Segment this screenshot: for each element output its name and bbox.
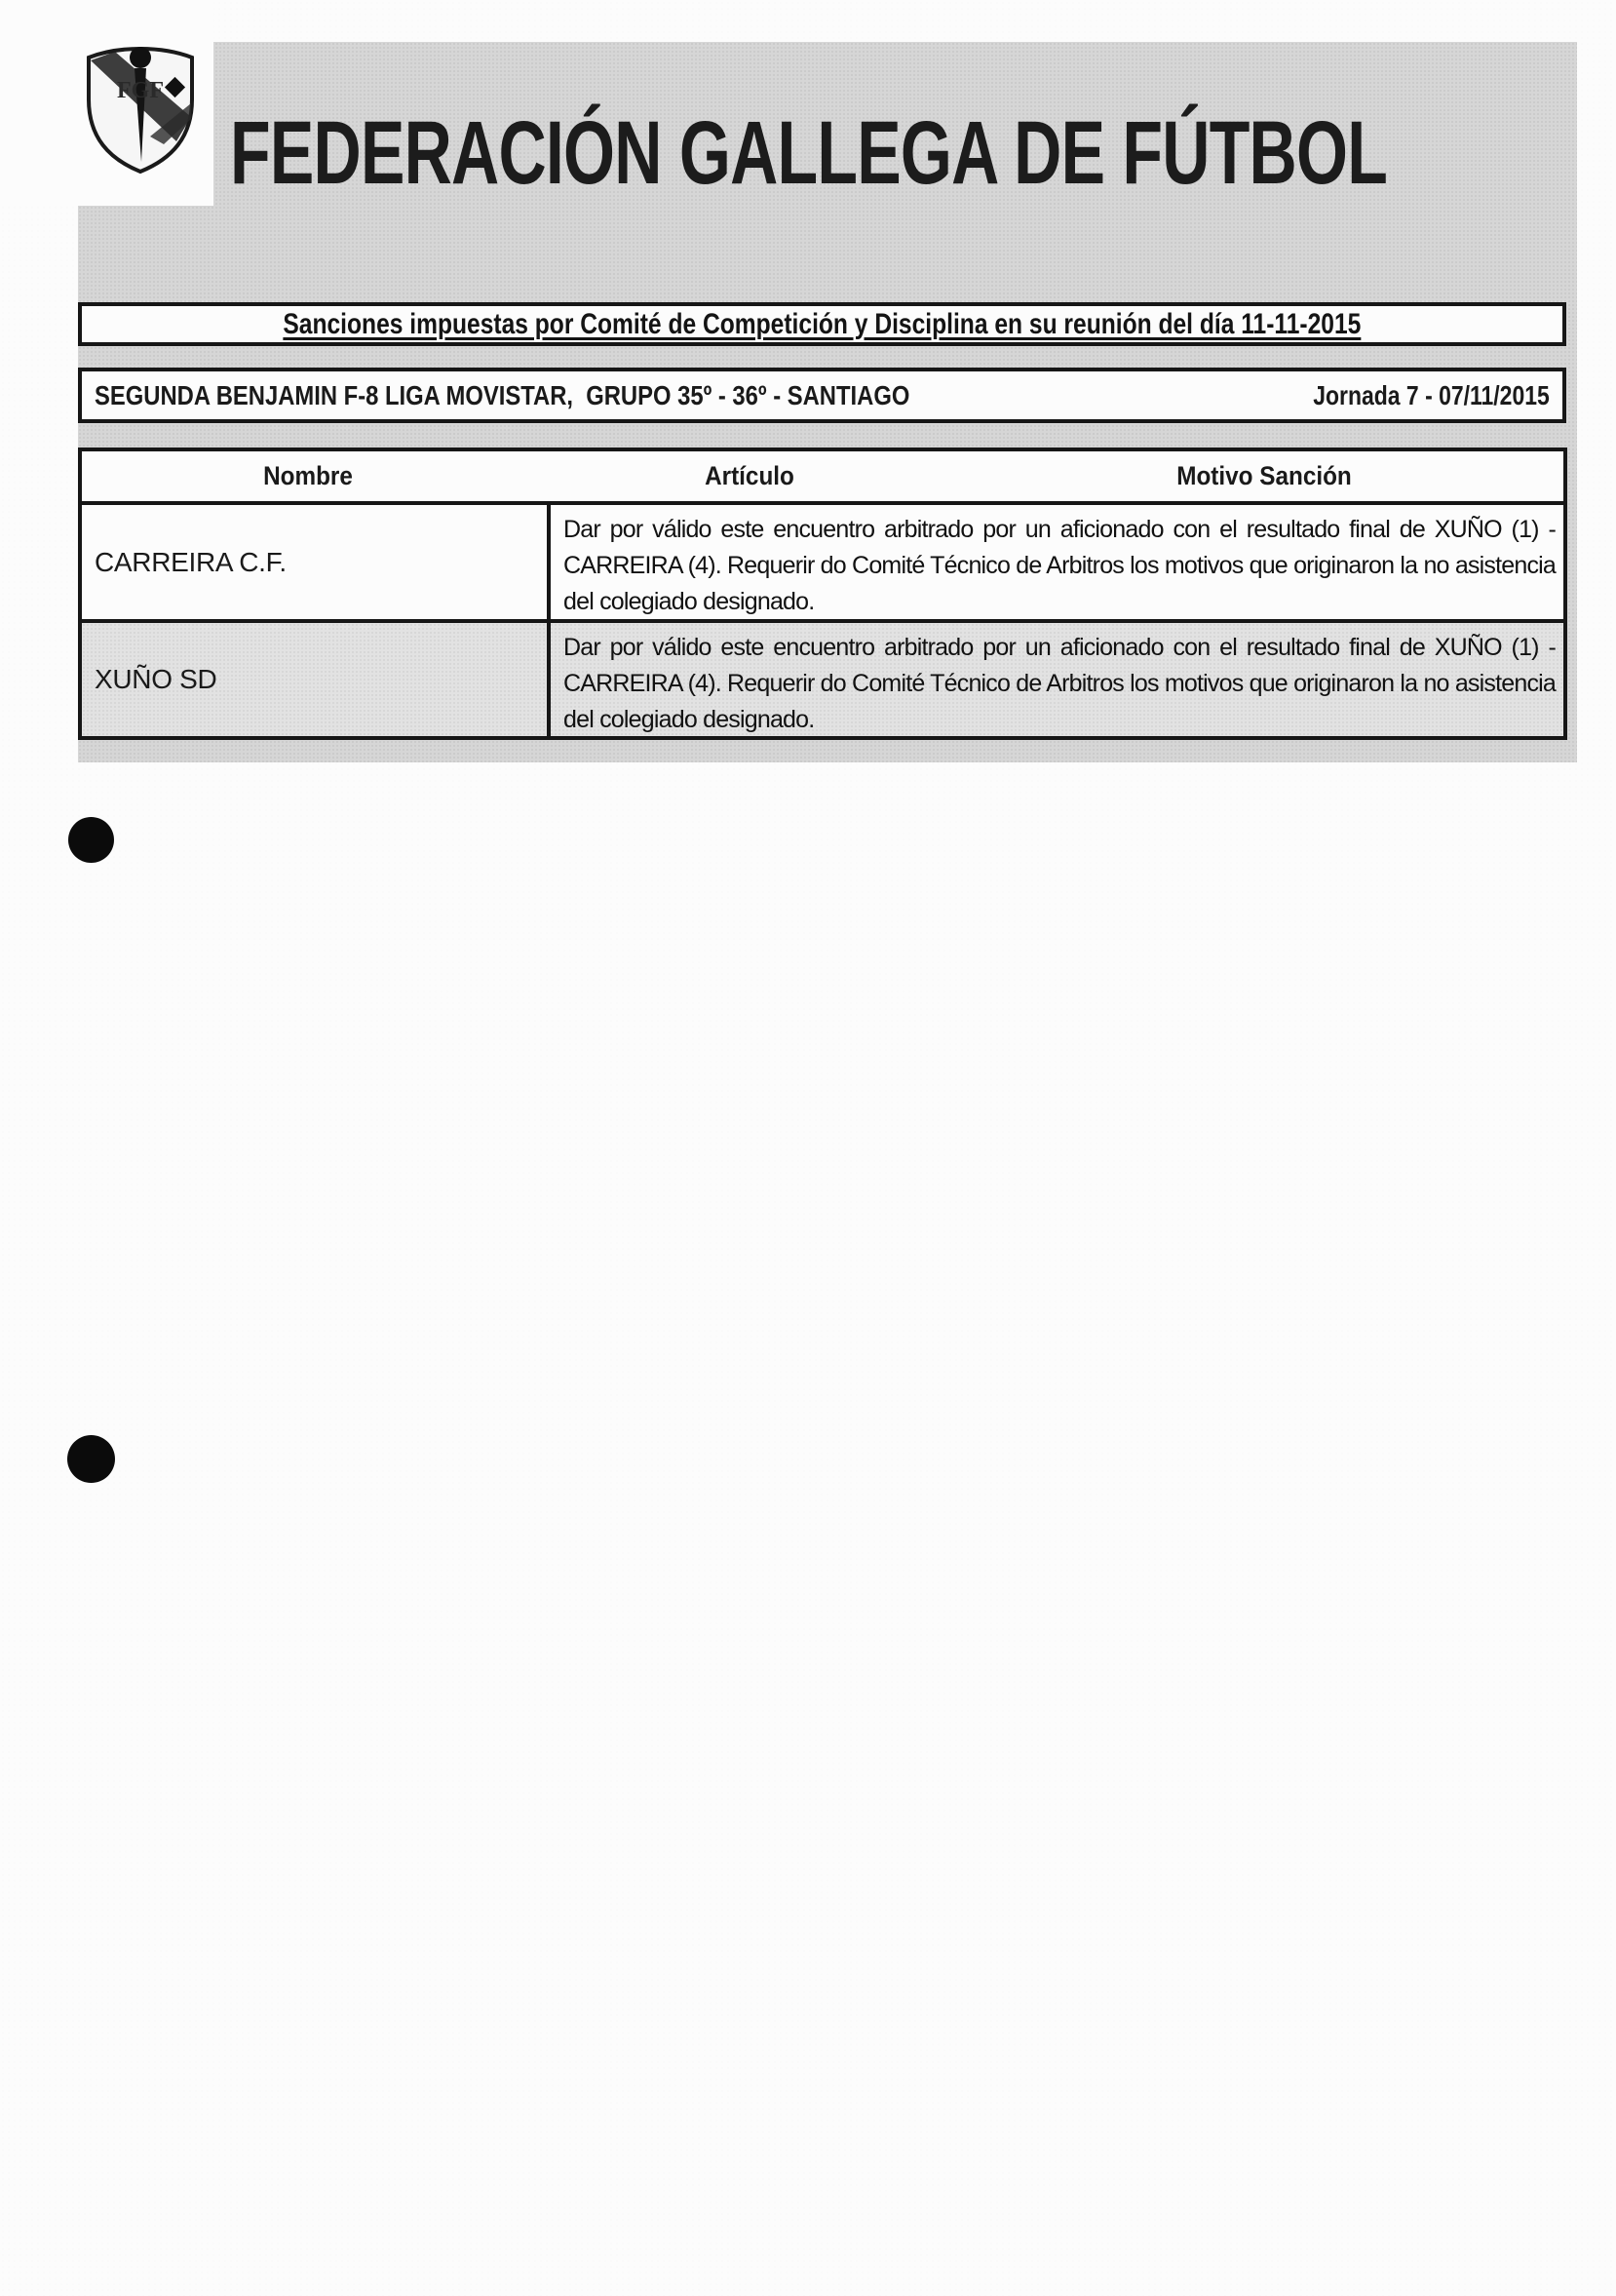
column-header-articulo: Artículo bbox=[705, 461, 794, 490]
table-row bbox=[82, 623, 1563, 736]
hole-punch-dot bbox=[67, 1435, 115, 1483]
sanction-text-cell: Dar por válido este encuentro arbitrado por un aficionado con el resultado final de XUÑO (1) - CARREIRA (4). Requerir do Comité Técnico de Arbitros los motivos que originaron la no asistencia del colegiado designado. bbox=[563, 634, 1556, 733]
hole-punch-dot bbox=[68, 817, 114, 863]
crest-monogram: FGF bbox=[117, 78, 164, 103]
club-name-cell: XUÑO SD bbox=[82, 623, 551, 736]
competition-name: SEGUNDA BENJAMIN F-8 LIGA MOVISTAR, GRUPO 35º - 36º - SANTIAGO bbox=[95, 379, 910, 410]
jornada-date: Jornada 7 - 07/11/2015 bbox=[1313, 379, 1550, 410]
federation-title: FEDERACIÓN GALLEGA DE FÚTBOL bbox=[230, 103, 1388, 203]
sanction-text-cell: Dar por válido este encuentro arbitrado por un aficionado con el resultado final de XUÑO (1) - CARREIRA (4). Requerir do Comité Técnico de Arbitros los motivos que originaron la no asistencia del colegiado designado. bbox=[563, 516, 1556, 615]
sanctions-title-bar bbox=[78, 302, 1566, 346]
column-header-nombre: Nombre bbox=[263, 461, 353, 490]
sanctions-title-text: Sanciones impuestas por Comité de Competición y Disciplina en su reunión del día 11-11-2015 bbox=[283, 307, 1362, 340]
table-row bbox=[82, 505, 1563, 623]
competition-bar bbox=[78, 368, 1566, 423]
logo-background-box bbox=[0, 0, 213, 206]
column-header-motivo-sancion: Motivo Sanción bbox=[1176, 461, 1352, 490]
fgf-shield-crest-icon bbox=[82, 43, 199, 175]
table-header-row bbox=[82, 451, 1563, 505]
club-name-cell: CARREIRA C.F. bbox=[82, 505, 551, 619]
sanctions-table bbox=[78, 448, 1567, 740]
